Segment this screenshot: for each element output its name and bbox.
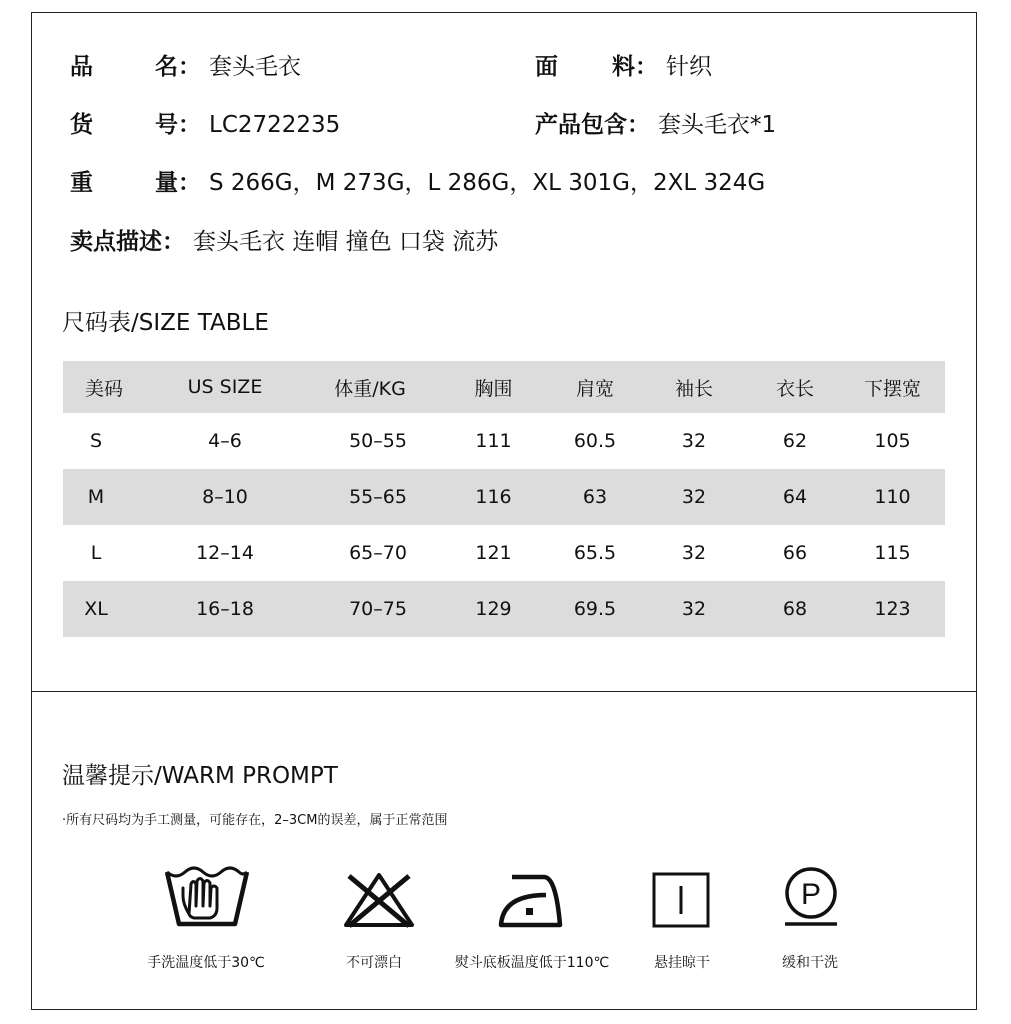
measurement-note: ·所有尺码均为手工测量，可能存在，2–3CM的误差，属于正常范围 <box>62 813 448 828</box>
size-table-header <box>63 361 945 413</box>
table-cell: 116 <box>475 486 512 508</box>
table-cell: 63 <box>582 486 608 508</box>
table-cell: 69.5 <box>573 598 617 620</box>
table-row <box>63 469 945 525</box>
table-cell: 12–14 <box>196 542 254 564</box>
care-label-no-bleach: 不可漂白 <box>346 955 402 971</box>
warm-prompt-title: 温馨提示/WARM PROMPT <box>62 763 338 789</box>
care-label-hang-dry: 悬挂晾干 <box>654 955 710 971</box>
includes-value: 套头毛衣*1 <box>658 112 777 138</box>
name-label: 品 名 <box>70 54 178 80</box>
info-includes-row: 产品包含： 套头毛衣*1 <box>535 112 777 138</box>
dry-clean-letter: P <box>800 878 822 911</box>
table-row <box>63 581 945 637</box>
table-row <box>63 413 945 469</box>
name-value: 套头毛衣 <box>209 54 301 80</box>
table-cell: 32 <box>681 486 707 508</box>
header-cell: 袖长 <box>674 377 713 400</box>
fabric-label: 面 料 <box>535 54 635 80</box>
table-cell: 111 <box>475 430 512 452</box>
info-selling-row: 卖点描述： 套头毛衣 连帽 撞色 口袋 流苏 <box>70 229 499 255</box>
table-cell: 129 <box>475 598 512 620</box>
info-sku-row: 货 号 ： LC2722235 <box>70 112 341 138</box>
hand-wash-icon <box>164 866 250 928</box>
table-cell: 62 <box>782 430 808 452</box>
dry-clean-icon <box>780 866 842 928</box>
info-name-row: 品 名 ： 套头毛衣 <box>70 54 301 80</box>
header-cell: 胸围 <box>474 377 513 400</box>
table-cell: 65.5 <box>573 542 617 564</box>
table-cell: 121 <box>475 542 512 564</box>
header-cell: 美码 <box>84 377 123 400</box>
table-cell: 64 <box>782 486 808 508</box>
table-cell: 66 <box>782 542 808 564</box>
selling-label: 卖点描述 <box>70 229 162 255</box>
table-cell: 50–55 <box>349 430 407 452</box>
info-weight-row: 重 量 ： S 266G，M 273G，L 286G，XL 301G，2XL 324G <box>70 170 766 196</box>
weight-label: 重 量 <box>70 170 178 196</box>
table-cell: L <box>90 542 102 564</box>
table-cell: 55–65 <box>349 486 407 508</box>
care-label-dry-clean: 缓和干洗 <box>782 955 838 971</box>
table-cell: 110 <box>874 486 911 508</box>
no-bleach-icon <box>343 872 415 928</box>
size-table <box>63 361 945 637</box>
sku-value: LC2722235 <box>209 112 341 138</box>
table-cell: 65–70 <box>349 542 407 564</box>
table-cell: 32 <box>681 542 707 564</box>
table-cell: 60.5 <box>573 430 617 452</box>
header-cell: 下摆宽 <box>863 377 921 400</box>
table-cell: 123 <box>874 598 911 620</box>
header-cell: US SIZE <box>187 376 263 398</box>
table-cell: 32 <box>681 598 707 620</box>
weight-value: S 266G，M 273G，L 286G，XL 301G，2XL 324G <box>209 170 766 196</box>
table-cell: 115 <box>874 542 911 564</box>
header-cell: 体重/KG <box>334 377 406 400</box>
hang-dry-icon <box>652 872 710 928</box>
table-row <box>63 525 945 581</box>
table-cell: 8–10 <box>202 486 248 508</box>
table-cell: XL <box>84 598 108 620</box>
fabric-value: 针织 <box>666 54 712 80</box>
section-divider <box>31 691 977 692</box>
table-cell: M <box>87 486 105 508</box>
table-cell: 4–6 <box>208 430 242 452</box>
size-table-title: 尺码表/SIZE TABLE <box>62 310 269 336</box>
table-cell: 16–18 <box>196 598 254 620</box>
table-cell: 32 <box>681 430 707 452</box>
header-cell: 衣长 <box>775 377 814 400</box>
table-cell: 68 <box>782 598 808 620</box>
care-label-iron: 熨斗底板温度低于110℃ <box>454 955 610 971</box>
table-cell: 105 <box>874 430 911 452</box>
care-label-hand-wash: 手洗温度低于30℃ <box>147 955 265 971</box>
table-cell: S <box>89 430 103 452</box>
info-fabric-row: 面 料 ： 针织 <box>535 54 712 80</box>
sku-label: 货 号 <box>70 112 178 138</box>
table-cell: 70–75 <box>349 598 407 620</box>
iron-icon <box>498 873 564 929</box>
includes-label: 产品包含 <box>535 112 627 138</box>
header-cell: 肩宽 <box>575 377 614 400</box>
selling-value: 套头毛衣 连帽 撞色 口袋 流苏 <box>193 229 499 255</box>
